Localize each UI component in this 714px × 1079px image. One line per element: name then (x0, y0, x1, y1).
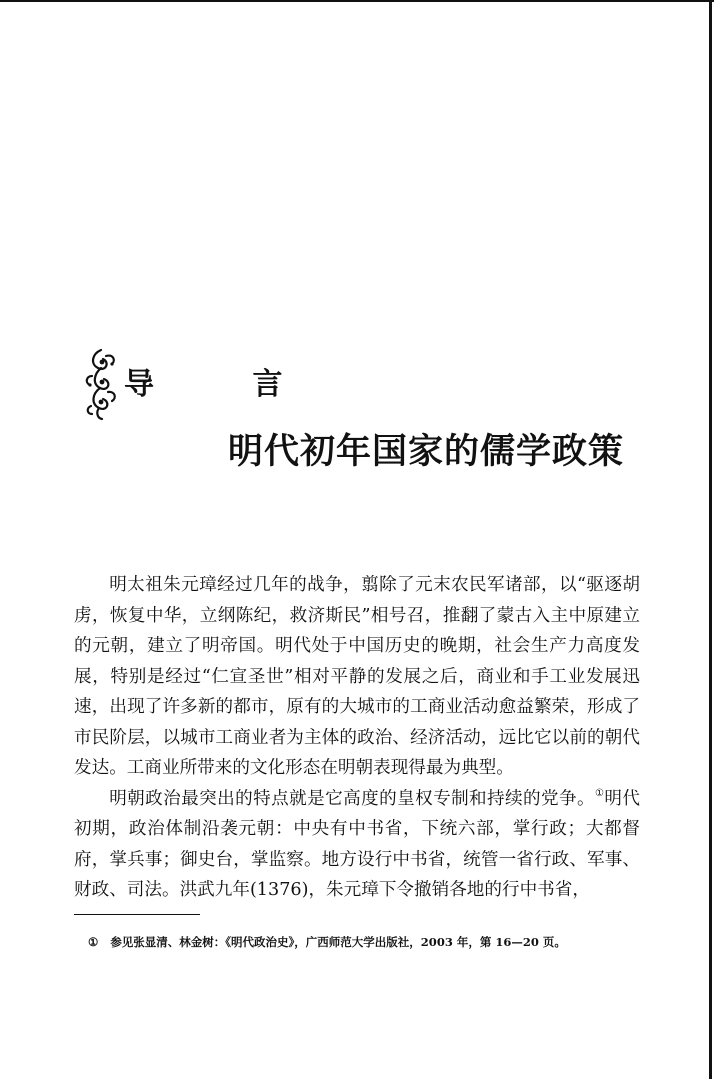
chapter-label: 导 言 (124, 367, 327, 402)
footnote-reference[interactable]: ① (595, 787, 605, 799)
footnote-divider (74, 914, 200, 915)
paragraph-text: 明代初期，政治体制沿袭元朝：中央有中书省，下统六部，掌行政；大都督府，掌兵事；御史台，掌监察。地方设行中书省，统管一省行政、军事、财政、司法。洪武九年(1376)，朱元璋下令撤销各地的行中书省， (74, 788, 640, 900)
page-top-edge (0, 0, 714, 2)
page-right-edge (709, 0, 712, 1079)
paragraph: 明太祖朱元璋经过几年的战争，翦除了元末农民军诸部，以“驱逐胡虏，恢复中华，立纲陈纪，救济斯民”相号召，推翻了蒙古入主中原建立的元朝，建立了明帝国。明代处于中国历史的晚期，社会生产力高度发展，特别是经过“仁宣圣世”相对平静的发展之后，商业和手工业发展迅速，出现了许多新的都市，原有的大城市的工商业活动愈益繁荣，形成了市民阶层，以城市工商业者为主体的政治、经济活动，远比它以前的朝代发达。工商业所带来的文化形态在明朝表现得最为典型。 (74, 575, 640, 778)
footnote (88, 933, 648, 951)
chapter-title: 明代初年国家的儒学政策 (228, 432, 625, 472)
body-text (74, 570, 640, 906)
floral-scroll-icon (82, 346, 120, 422)
footnote-text: 参见张显清、林金树：《明代政治史》，广西师范大学出版社，2003 年，第 16—20 页。 (110, 935, 566, 949)
paragraph-text: 明朝政治最突出的特点就是它高度的皇权专制和持续的党争。 (109, 788, 596, 809)
paragraph (74, 784, 640, 906)
footnote-mark: ① (88, 935, 99, 949)
